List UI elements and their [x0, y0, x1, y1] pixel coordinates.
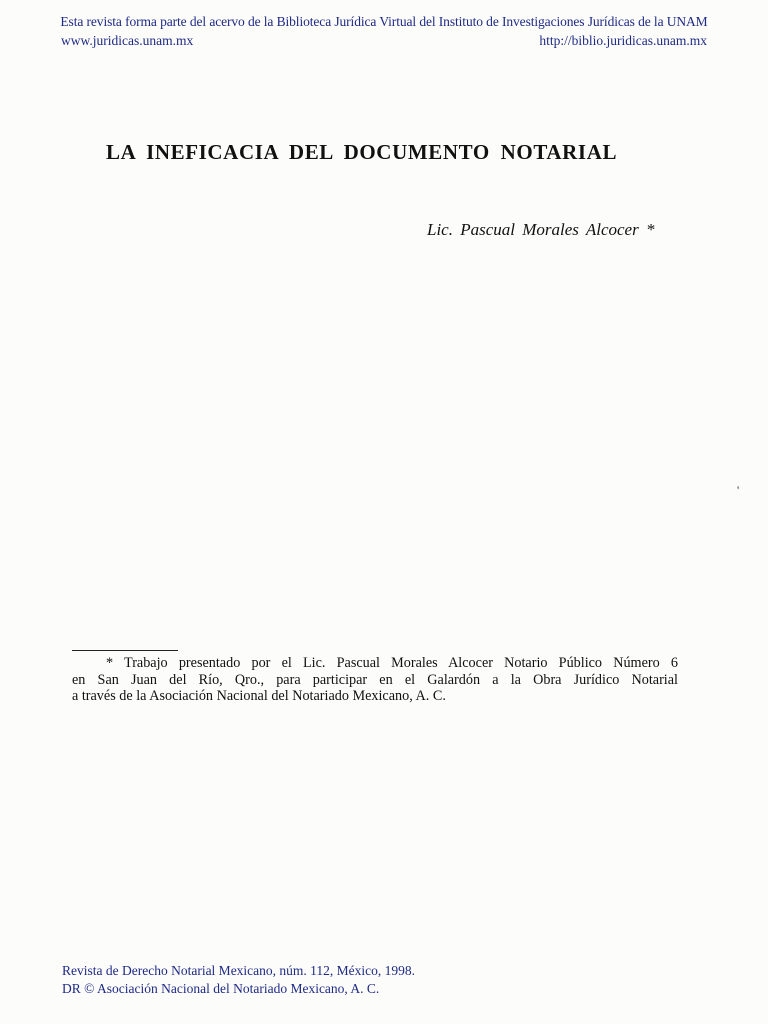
biblio-link[interactable]: http://biblio.juridicas.unam.mx — [539, 33, 707, 48]
juridicas-link[interactable]: www.juridicas.unam.mx — [61, 33, 194, 48]
copyright-notice: DR © Asociación Nacional del Notariado Mexicano, A. C. — [62, 981, 380, 996]
article-title: LA INEFICACIA DEL DOCUMENTO NOTARIAL — [106, 140, 618, 164]
footnote-line: en San Juan del Río, Qro., para participar en el Galardón a la Obra Jurídico Notarial — [72, 671, 678, 688]
journal-citation: Revista de Derecho Notarial Mexicano, núm. 112, México, 1998. — [62, 963, 416, 978]
stray-mark: ' — [737, 483, 740, 497]
article-author: Lic. Pascual Morales Alcocer * — [427, 220, 655, 239]
footnote — [72, 655, 678, 705]
footnote-divider — [72, 650, 178, 651]
library-notice: Esta revista forma parte del acervo de la Biblioteca Jurídica Virtual del Instituto de Investigaciones Jurídicas de la UNAM — [60, 14, 708, 29]
footnote-line: * Trabajo presentado por el Lic. Pascual Morales Alcocer Notario Público Número 6 — [106, 655, 678, 671]
footnote-line: a través de la Asociación Nacional del Notariado Mexicano, A. C. — [72, 688, 446, 704]
